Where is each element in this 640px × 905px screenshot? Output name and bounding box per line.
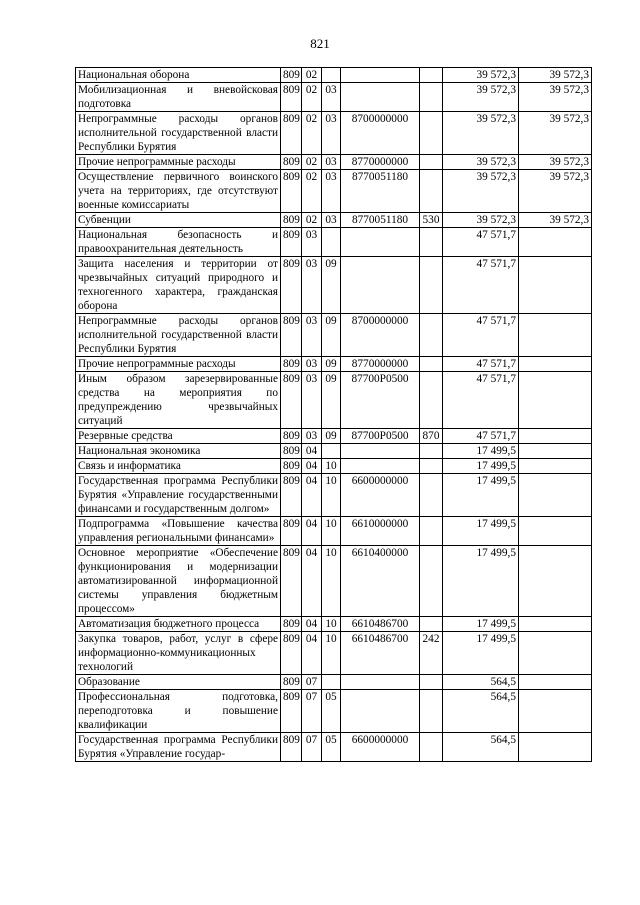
row-expense-type-cell	[420, 474, 443, 517]
row-name-cell: Национальная безопасность и правоохранительная деятельность	[76, 228, 281, 257]
row-subsection-cell	[322, 444, 341, 459]
row-amount-1-cell: 47 571,7	[443, 357, 519, 372]
row-grbs-cell: 809	[281, 83, 302, 112]
table-row	[76, 429, 592, 444]
row-expense-type-cell	[420, 733, 443, 762]
row-grbs-cell: 809	[281, 444, 302, 459]
row-target-article-cell	[341, 68, 420, 83]
row-expense-type-cell	[420, 690, 443, 733]
row-section-cell: 03	[302, 314, 322, 357]
row-section-cell: 04	[302, 474, 322, 517]
row-amount-1-cell: 564,5	[443, 690, 519, 733]
row-subsection-cell: 09	[322, 314, 341, 357]
row-amount-2-cell: 39 572,3	[519, 170, 592, 213]
row-expense-type-cell	[420, 68, 443, 83]
row-target-article-cell: 8770051180	[341, 213, 420, 228]
row-grbs-cell: 809	[281, 257, 302, 314]
row-name-cell: Субвенции	[76, 213, 281, 228]
row-target-article-cell: 87700P0500	[341, 429, 420, 444]
row-name-cell: Автоматизация бюджетного процесса	[76, 617, 281, 632]
row-grbs-cell: 809	[281, 546, 302, 617]
row-amount-2-cell	[519, 459, 592, 474]
row-section-cell: 03	[302, 257, 322, 314]
table-row	[76, 690, 592, 733]
row-amount-1-cell: 39 572,3	[443, 68, 519, 83]
row-subsection-cell: 10	[322, 517, 341, 546]
row-amount-1-cell: 47 571,7	[443, 429, 519, 444]
table-row	[76, 257, 592, 314]
row-subsection-cell: 03	[322, 170, 341, 213]
table-row	[76, 213, 592, 228]
row-amount-2-cell	[519, 444, 592, 459]
row-target-article-cell	[341, 675, 420, 690]
row-section-cell: 03	[302, 429, 322, 444]
row-target-article-cell	[341, 228, 420, 257]
row-expense-type-cell: 870	[420, 429, 443, 444]
row-expense-type-cell	[420, 314, 443, 357]
row-amount-1-cell: 17 499,5	[443, 632, 519, 675]
row-name-cell: Прочие непрограммные расходы	[76, 357, 281, 372]
row-section-cell: 03	[302, 372, 322, 429]
row-amount-2-cell: 39 572,3	[519, 155, 592, 170]
row-name-cell: Прочие непрограммные расходы	[76, 155, 281, 170]
table-row	[76, 546, 592, 617]
table-row	[76, 733, 592, 762]
row-amount-1-cell: 39 572,3	[443, 83, 519, 112]
row-grbs-cell: 809	[281, 155, 302, 170]
table-row	[76, 68, 592, 83]
row-name-cell: Подпрограмма «Повышение качества управления региональными финансами»	[76, 517, 281, 546]
row-section-cell: 02	[302, 155, 322, 170]
row-amount-2-cell	[519, 474, 592, 517]
row-name-cell: Государственная программа Республики Бурятия «Управление государственными финансами и государственным долгом»	[76, 474, 281, 517]
row-name-cell: Основное мероприятие «Обеспечение функционирования и модернизации автоматизированной информационной системы управления бюджетным процессом»	[76, 546, 281, 617]
row-grbs-cell: 809	[281, 170, 302, 213]
row-subsection-cell: 10	[322, 546, 341, 617]
row-name-cell: Непрограммные расходы органов исполнительной государственной власти Республики Бурятия	[76, 314, 281, 357]
row-subsection-cell: 03	[322, 83, 341, 112]
row-subsection-cell: 10	[322, 632, 341, 675]
row-grbs-cell: 809	[281, 68, 302, 83]
row-section-cell: 02	[302, 213, 322, 228]
row-amount-2-cell	[519, 690, 592, 733]
row-target-article-cell	[341, 690, 420, 733]
row-grbs-cell: 809	[281, 617, 302, 632]
table-row	[76, 632, 592, 675]
row-amount-1-cell: 17 499,5	[443, 474, 519, 517]
row-target-article-cell	[341, 444, 420, 459]
row-name-cell: Непрограммные расходы органов исполнительной государственной власти Республики Бурятия	[76, 112, 281, 155]
row-expense-type-cell	[420, 675, 443, 690]
row-amount-2-cell: 39 572,3	[519, 68, 592, 83]
row-subsection-cell: 10	[322, 474, 341, 517]
row-amount-2-cell	[519, 546, 592, 617]
row-name-cell: Связь и информатика	[76, 459, 281, 474]
row-target-article-cell: 8700000000	[341, 314, 420, 357]
row-grbs-cell: 809	[281, 733, 302, 762]
table-row	[76, 112, 592, 155]
row-expense-type-cell	[420, 357, 443, 372]
row-expense-type-cell	[420, 372, 443, 429]
row-expense-type-cell	[420, 517, 443, 546]
row-section-cell: 04	[302, 632, 322, 675]
row-section-cell: 02	[302, 170, 322, 213]
row-amount-1-cell: 17 499,5	[443, 546, 519, 617]
row-section-cell: 02	[302, 83, 322, 112]
row-amount-2-cell: 39 572,3	[519, 83, 592, 112]
row-grbs-cell: 809	[281, 228, 302, 257]
row-amount-2-cell: 39 572,3	[519, 112, 592, 155]
row-section-cell: 07	[302, 675, 322, 690]
row-grbs-cell: 809	[281, 675, 302, 690]
row-section-cell: 04	[302, 444, 322, 459]
row-expense-type-cell	[420, 112, 443, 155]
row-amount-1-cell: 39 572,3	[443, 112, 519, 155]
row-name-cell: Мобилизационная и вневойсковая подготовка	[76, 83, 281, 112]
row-target-article-cell: 6600000000	[341, 733, 420, 762]
row-amount-2-cell	[519, 357, 592, 372]
row-section-cell: 07	[302, 733, 322, 762]
row-grbs-cell: 809	[281, 429, 302, 444]
row-expense-type-cell	[420, 444, 443, 459]
row-target-article-cell: 6610486700	[341, 632, 420, 675]
row-name-cell: Государственная программа Республики Бурятия «Управление государ-	[76, 733, 281, 762]
row-amount-1-cell: 39 572,3	[443, 155, 519, 170]
row-expense-type-cell	[420, 83, 443, 112]
row-subsection-cell	[322, 68, 341, 83]
row-amount-2-cell: 39 572,3	[519, 213, 592, 228]
row-section-cell: 07	[302, 690, 322, 733]
row-grbs-cell: 809	[281, 690, 302, 733]
row-expense-type-cell: 242	[420, 632, 443, 675]
row-target-article-cell: 8700000000	[341, 112, 420, 155]
page-number: 821	[310, 36, 330, 51]
row-amount-1-cell: 47 571,7	[443, 314, 519, 357]
row-name-cell: Иным образом зарезервированные средства на мероприятия по предупреждению чрезвычайных ситуаций	[76, 372, 281, 429]
row-grbs-cell: 809	[281, 632, 302, 675]
row-name-cell: Национальная экономика	[76, 444, 281, 459]
row-grbs-cell: 809	[281, 357, 302, 372]
table-row	[76, 517, 592, 546]
row-section-cell: 02	[302, 68, 322, 83]
row-subsection-cell: 10	[322, 459, 341, 474]
row-amount-2-cell	[519, 675, 592, 690]
row-subsection-cell: 09	[322, 257, 341, 314]
row-name-cell: Защита населения и территории от чрезвычайных ситуаций природного и техногенного характера, гражданская оборона	[76, 257, 281, 314]
row-expense-type-cell	[420, 546, 443, 617]
row-target-article-cell: 6610400000	[341, 546, 420, 617]
row-grbs-cell: 809	[281, 213, 302, 228]
row-amount-1-cell: 17 499,5	[443, 444, 519, 459]
row-grbs-cell: 809	[281, 314, 302, 357]
row-target-article-cell	[341, 257, 420, 314]
row-amount-1-cell: 47 571,7	[443, 228, 519, 257]
row-section-cell: 02	[302, 112, 322, 155]
row-target-article-cell: 8770000000	[341, 155, 420, 170]
row-amount-1-cell: 39 572,3	[443, 213, 519, 228]
row-subsection-cell: 09	[322, 372, 341, 429]
table-row	[76, 675, 592, 690]
row-subsection-cell: 05	[322, 733, 341, 762]
table-row	[76, 170, 592, 213]
row-amount-1-cell: 47 571,7	[443, 257, 519, 314]
row-section-cell: 04	[302, 546, 322, 617]
table-row	[76, 228, 592, 257]
row-amount-2-cell	[519, 228, 592, 257]
row-amount-1-cell: 564,5	[443, 675, 519, 690]
row-amount-2-cell	[519, 429, 592, 444]
row-name-cell: Резервные средства	[76, 429, 281, 444]
row-amount-1-cell: 17 499,5	[443, 459, 519, 474]
row-section-cell: 04	[302, 459, 322, 474]
row-name-cell: Осуществление первичного воинского учета на территориях, где отсутствуют военные комиссариаты	[76, 170, 281, 213]
row-subsection-cell: 03	[322, 112, 341, 155]
row-expense-type-cell	[420, 617, 443, 632]
row-target-article-cell: 6600000000	[341, 474, 420, 517]
row-section-cell: 04	[302, 617, 322, 632]
table-row	[76, 459, 592, 474]
row-amount-1-cell: 39 572,3	[443, 170, 519, 213]
row-target-article-cell: 6610000000	[341, 517, 420, 546]
row-amount-1-cell: 564,5	[443, 733, 519, 762]
row-subsection-cell: 10	[322, 617, 341, 632]
row-subsection-cell	[322, 675, 341, 690]
row-amount-2-cell	[519, 733, 592, 762]
row-expense-type-cell	[420, 257, 443, 314]
row-amount-2-cell	[519, 632, 592, 675]
row-subsection-cell: 03	[322, 155, 341, 170]
row-section-cell: 03	[302, 357, 322, 372]
row-target-article-cell: 8770051180	[341, 170, 420, 213]
row-amount-1-cell: 17 499,5	[443, 517, 519, 546]
table-row	[76, 314, 592, 357]
table-row	[76, 155, 592, 170]
row-name-cell: Закупка товаров, работ, услуг в сфере информационно-коммуникационных технологий	[76, 632, 281, 675]
row-section-cell: 04	[302, 517, 322, 546]
row-grbs-cell: 809	[281, 474, 302, 517]
row-amount-2-cell	[519, 257, 592, 314]
row-target-article-cell: 6610486700	[341, 617, 420, 632]
row-amount-1-cell: 47 571,7	[443, 372, 519, 429]
row-expense-type-cell: 530	[420, 213, 443, 228]
table-row	[76, 357, 592, 372]
row-amount-2-cell	[519, 517, 592, 546]
row-expense-type-cell	[420, 228, 443, 257]
table-row	[76, 474, 592, 517]
row-grbs-cell: 809	[281, 372, 302, 429]
row-name-cell: Образование	[76, 675, 281, 690]
row-amount-1-cell: 17 499,5	[443, 617, 519, 632]
row-name-cell: Профессиональная подготовка, переподготовка и повышение квалификации	[76, 690, 281, 733]
row-name-cell: Национальная оборона	[76, 68, 281, 83]
row-target-article-cell: 8770000000	[341, 357, 420, 372]
row-section-cell: 03	[302, 228, 322, 257]
table-row	[76, 83, 592, 112]
row-target-article-cell	[341, 459, 420, 474]
row-grbs-cell: 809	[281, 517, 302, 546]
row-subsection-cell	[322, 228, 341, 257]
row-amount-2-cell	[519, 372, 592, 429]
table-row	[76, 444, 592, 459]
row-expense-type-cell	[420, 170, 443, 213]
row-amount-2-cell	[519, 617, 592, 632]
row-subsection-cell: 05	[322, 690, 341, 733]
row-expense-type-cell	[420, 155, 443, 170]
row-grbs-cell: 809	[281, 459, 302, 474]
row-expense-type-cell	[420, 459, 443, 474]
row-subsection-cell: 09	[322, 429, 341, 444]
row-target-article-cell	[341, 83, 420, 112]
row-amount-2-cell	[519, 314, 592, 357]
row-target-article-cell: 87700P0500	[341, 372, 420, 429]
budget-table	[75, 67, 592, 762]
row-grbs-cell: 809	[281, 112, 302, 155]
table-row	[76, 617, 592, 632]
budget-table-body	[76, 68, 592, 762]
table-row	[76, 372, 592, 429]
row-subsection-cell: 09	[322, 357, 341, 372]
row-subsection-cell: 03	[322, 213, 341, 228]
